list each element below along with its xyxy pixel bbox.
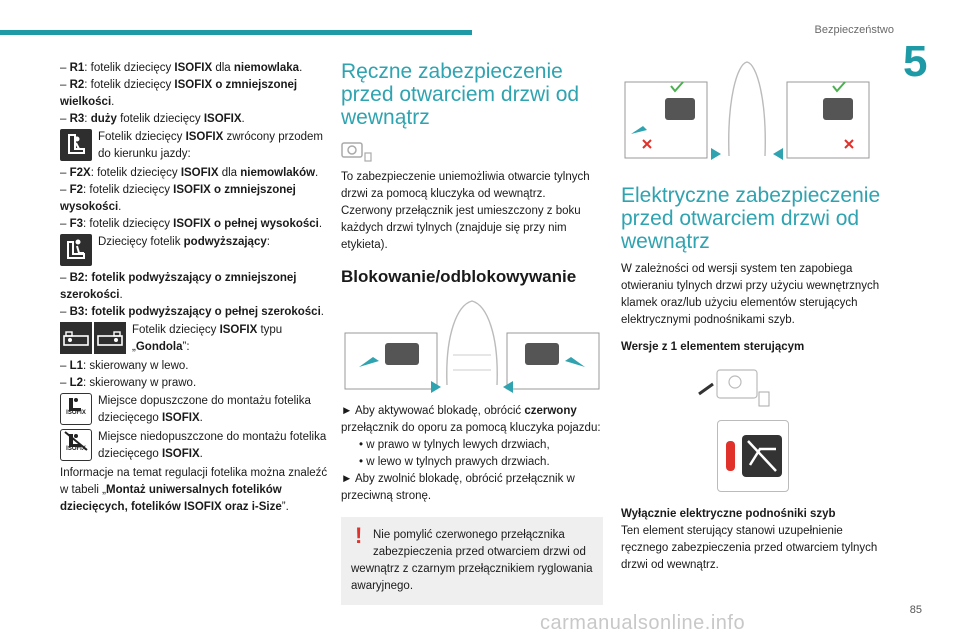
section-title: Bezpieczeństwo bbox=[814, 24, 894, 36]
b2-line: – B2: fotelik podwyższający o zmniejszonej szerokości. bbox=[60, 272, 297, 301]
f3-line: – F3: fotelik dziecięcy ISOFIX o pełnej wysokości. bbox=[60, 218, 323, 230]
warning-text-a: Nie pomylić czerwonego przełącznika zabezpieczenia przed otwarciem drzwi od bbox=[373, 529, 586, 558]
info-paragraph: Informacje na temat regulacji fotelika można znaleźć w tabeli „Montaż uniwersalnych fotelików dziecięcych, fotelików ISOFIX oraz i-Size”. bbox=[60, 467, 328, 513]
child-seat-column bbox=[60, 60, 328, 516]
booster-seat-note: Dziecięcy fotelik podwyższający: bbox=[60, 234, 328, 266]
gondola-seat-note: Fotelik dziecięcy ISOFIX typu „Gondola”: bbox=[60, 322, 328, 356]
isofix-not-allowed-note: ISOFIX Miejsce niedopuszczone do montażu fotelika dziecięcego ISOFIX. bbox=[60, 429, 328, 463]
gondola-right-icon bbox=[94, 322, 126, 354]
windows-only-text: Ten element sterujący stanowi uzupełnienie ręcznego zabezpieczenia przed otwarciem tylnych drzwi od wewnątrz. bbox=[621, 525, 878, 571]
electric-lock-intro: W zależności od wersji system ten zapobiega otwieraniu tylnych drzwi przy użyciu wewnętrznych klamek oraz/lub użyciu elementów sterujących elektrycznymi podnośnikami szyb. bbox=[621, 263, 880, 326]
b3-line: – B3: fotelik podwyższający o pełnej szerokości. bbox=[60, 306, 324, 318]
gondola-left-icon bbox=[60, 322, 92, 354]
isofix-allowed-note: ISOFIX Miejsce dopuszczone do montażu fotelika dziecięcego ISOFIX. bbox=[60, 393, 328, 427]
watermark: carmanualsonline.info bbox=[540, 612, 746, 634]
warning-exclamation-icon: ! bbox=[355, 523, 363, 548]
page-number: 85 bbox=[909, 604, 922, 616]
manual-lock-location: Czerwony przełącznik jest umieszczony z boku każdych drzwi tylnych (znajduje się przy nim etykieta). bbox=[341, 205, 581, 251]
isofix-allowed-icon: ISOFIX bbox=[60, 393, 92, 425]
electric-lock-title: Elektryczne zabezpieczenie przed otwarciem drzwi od wewnątrz bbox=[621, 184, 881, 253]
warning-text-b: wewnątrz z czarnym przełącznikiem ryglowania awaryjnego. bbox=[351, 563, 593, 592]
manual-lock-intro: To zabezpieczenie uniemożliwia otwarcie tylnych drzwi za pomocą kluczyka od wewnątrz. bbox=[341, 171, 590, 200]
warning-note bbox=[341, 517, 603, 605]
electric-child-lock-column bbox=[621, 60, 893, 574]
bullet-left-doors: • w prawo w tylnych lewych drzwiach, bbox=[359, 439, 550, 451]
f2x-line: – F2X: fotelik dziecięcy ISOFIX dla niemowlaków. bbox=[60, 167, 319, 179]
l1-line: – L1: skierowany w lewo. bbox=[60, 360, 189, 372]
windows-only-subtitle: Wyłącznie elektryczne podnośniki szyb bbox=[621, 508, 836, 520]
child-lock-icon bbox=[341, 139, 373, 163]
l2-line: – L2: skierowany w prawo. bbox=[60, 377, 197, 389]
r1-line: – R1: fotelik dziecięcy ISOFIX dla niemowlaka. bbox=[60, 62, 303, 74]
booster-seat-icon bbox=[60, 234, 92, 266]
child-seat-icon bbox=[60, 129, 92, 161]
electric-lock-illustration bbox=[621, 60, 871, 170]
bullet-right-doors: • w lewo w tylnych prawych drzwiach. bbox=[359, 456, 550, 468]
r3-line: – R3: duży fotelik dziecięcy ISOFIX. bbox=[60, 113, 245, 125]
forward-facing-seat-note: Fotelik dziecięcy ISOFIX zwrócony przodem do kierunku jazdy: bbox=[60, 129, 328, 163]
electric-lock-button-icon bbox=[717, 420, 789, 492]
f2-line: – F2: fotelik dziecięcy ISOFIX o zmniejszonej wysokości. bbox=[60, 184, 296, 213]
isofix-not-allowed-icon: ISOFIX bbox=[60, 429, 92, 461]
lock-unlock-subtitle: Blokowanie/odblokowywanie bbox=[341, 267, 577, 286]
door-panel-icon bbox=[695, 368, 775, 410]
manual-lock-title: Ręczne zabezpieczenie przed otwarciem drzwi od wewnątrz bbox=[341, 60, 580, 129]
chapter-number: 5 bbox=[903, 37, 928, 86]
manual-child-lock-column bbox=[341, 60, 603, 605]
manual-lock-illustration bbox=[341, 295, 603, 395]
activate-step: ► Aby aktywować blokadę, obrócić czerwony przełącznik do oporu za pomocą kluczyka pojazdu: bbox=[341, 405, 601, 434]
release-step: ► Aby zwolnić blokadę, obrócić przełącznik w przeciwną stronę. bbox=[341, 473, 575, 502]
header-accent-bar bbox=[0, 30, 472, 35]
r2-line: – R2: fotelik dziecięcy ISOFIX o zmniejszonej wielkości. bbox=[60, 79, 298, 108]
one-control-subtitle: Wersje z 1 elementem sterującym bbox=[621, 341, 805, 353]
